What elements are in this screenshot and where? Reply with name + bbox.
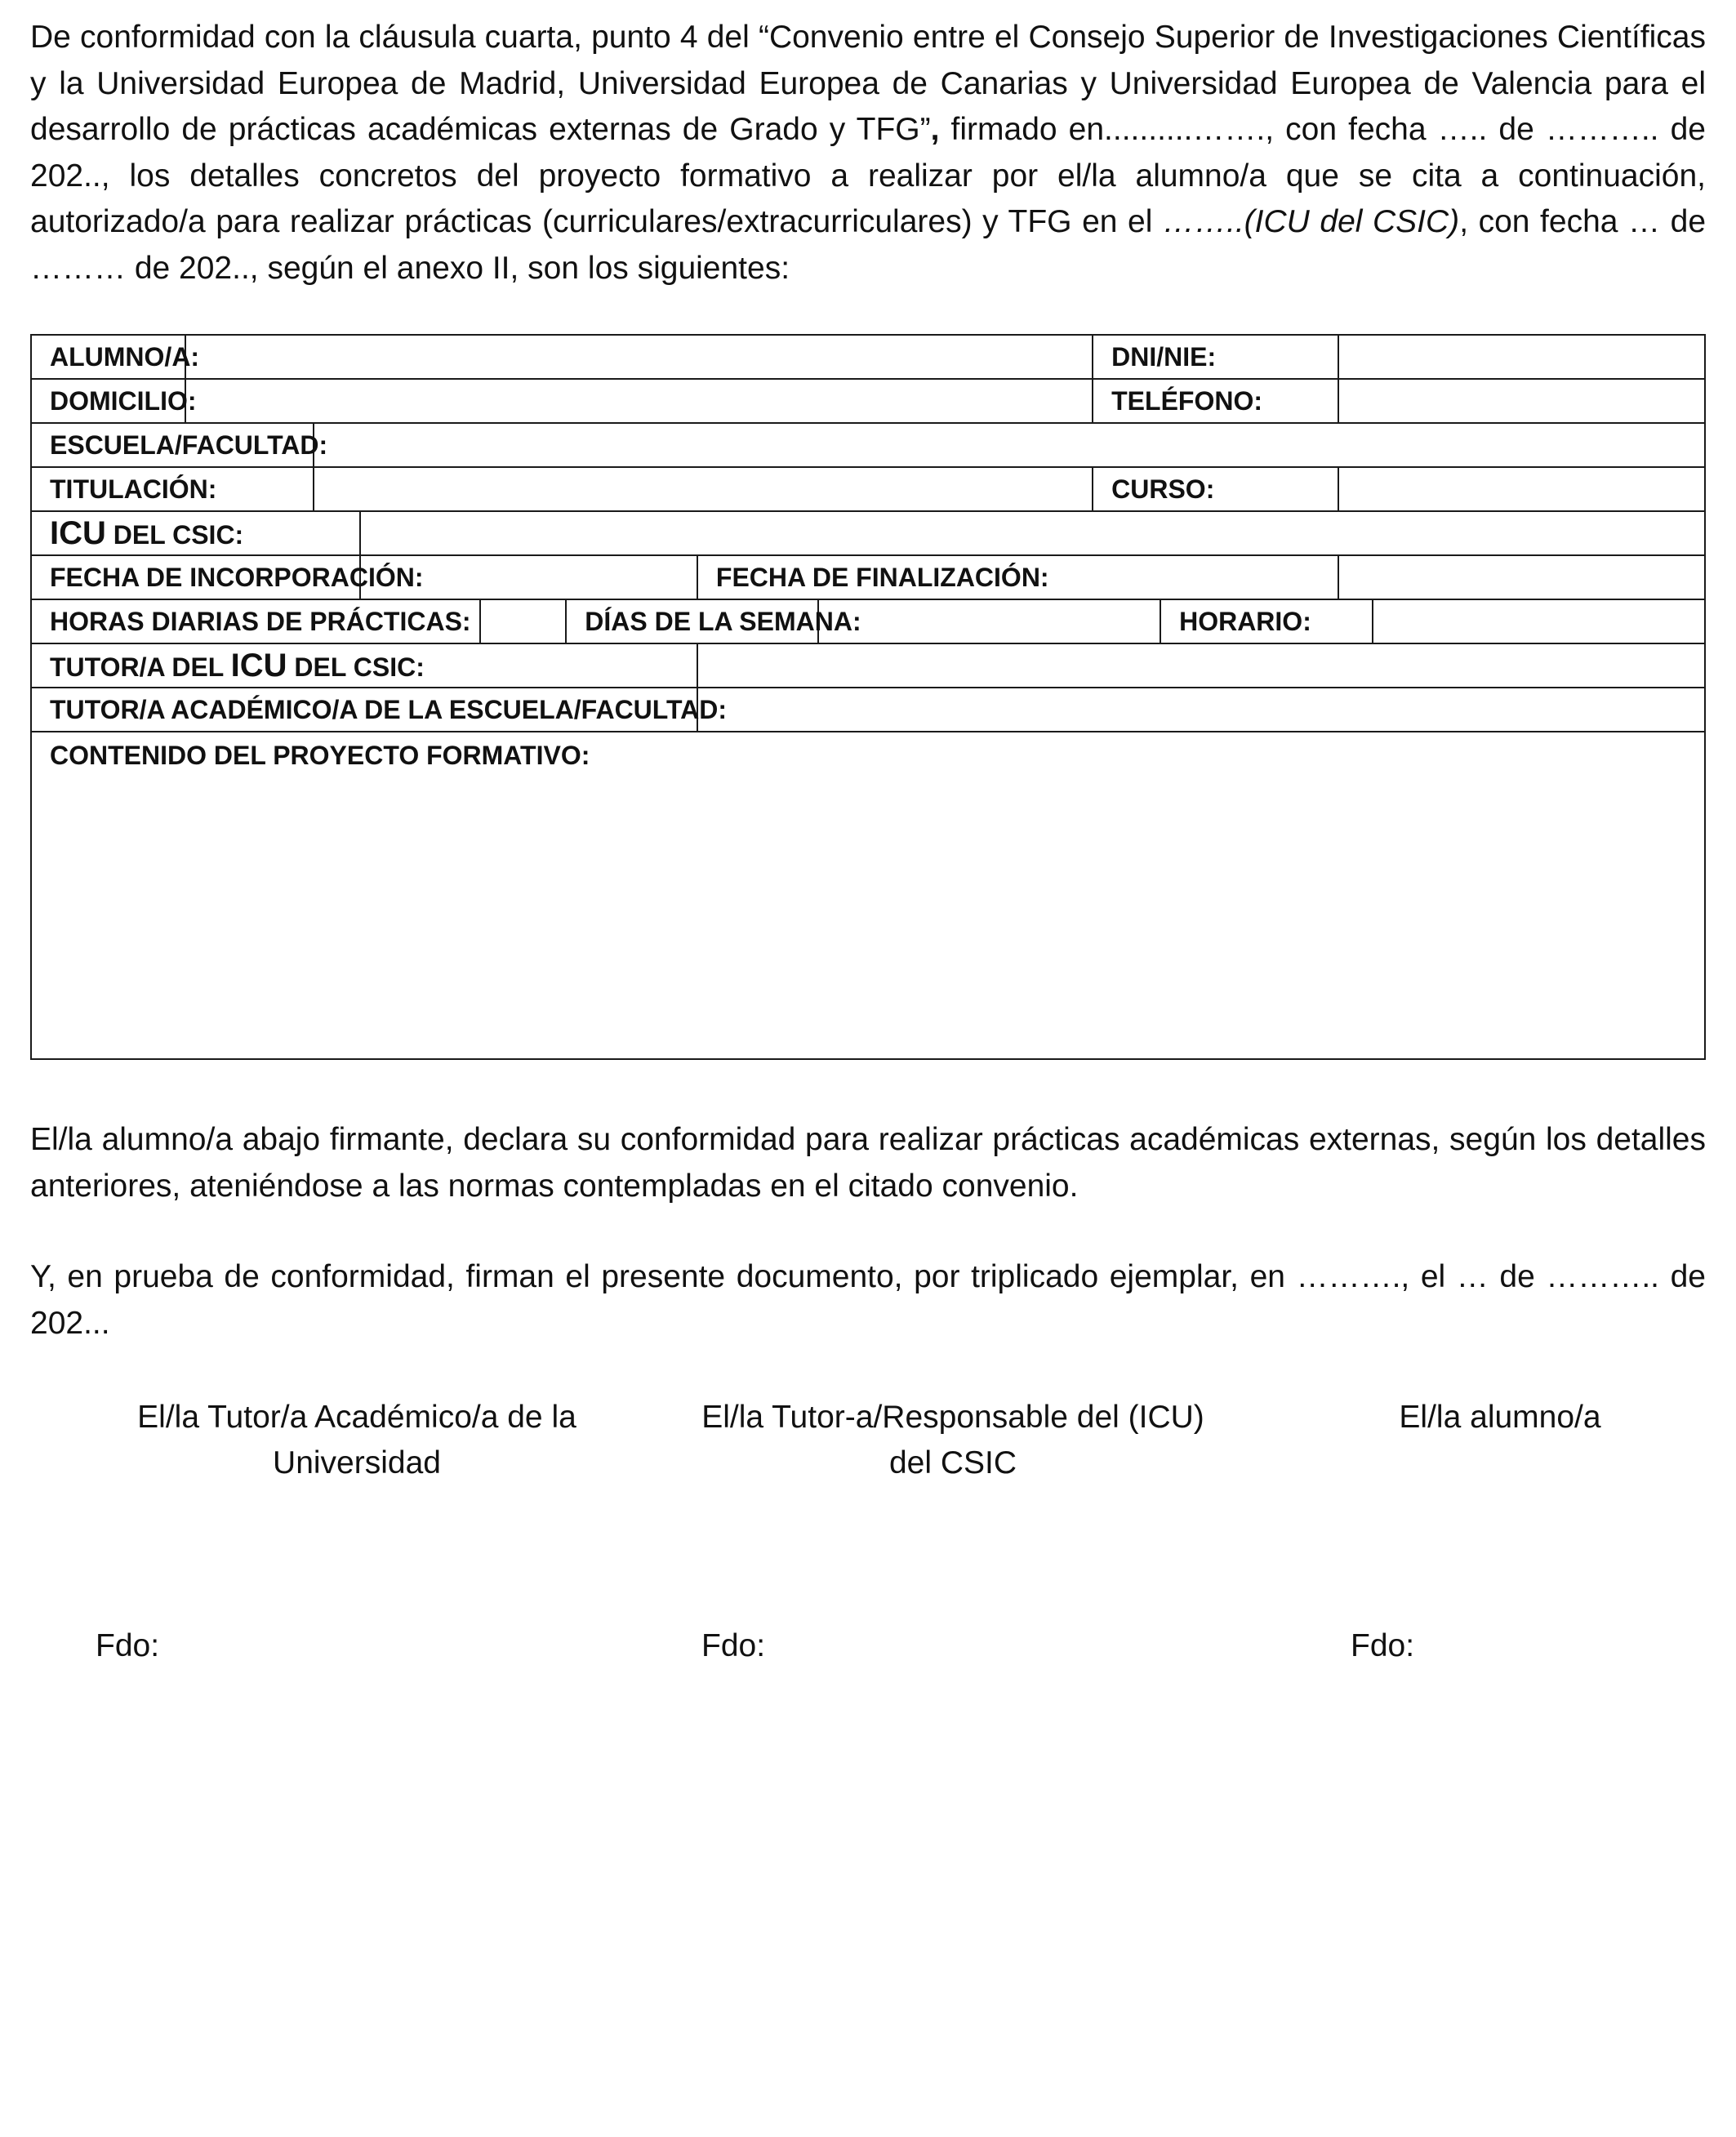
label-curso: CURSO:	[1093, 467, 1338, 511]
field-telefono[interactable]	[1338, 379, 1705, 423]
label-dias-semana: DÍAS DE LA SEMANA:	[566, 599, 818, 643]
field-domicilio[interactable]	[185, 379, 1093, 423]
form-row-alumno	[31, 335, 1705, 379]
field-titulacion[interactable]	[314, 467, 1093, 511]
signature-tutor-universidad	[79, 1395, 634, 1486]
label-dni: DNI/NIE:	[1093, 335, 1338, 379]
fdo-alumno: Fdo:	[1351, 1628, 1415, 1663]
field-icu[interactable]	[360, 511, 1705, 555]
signature-tutor-csic-line2: del CSIC	[888, 1445, 1017, 1480]
field-curso[interactable]	[1338, 467, 1705, 511]
field-horario[interactable]	[1373, 599, 1705, 643]
form-row-escuela	[31, 423, 1705, 467]
intro-text-1: De conformidad con la cláusula cuarta, punto 4 del “Convenio entre el Consejo Superior de Investigaciones Científicas y la Universidad Europea de Madrid, Universidad Europea de Canarias y Universidad Europea de Valencia para el desarrollo de prácticas académicas externas de Grado y TFG”	[30, 20, 1706, 147]
signature-tutor-universidad-line2: Universidad	[273, 1445, 441, 1480]
form-row-fechas	[31, 555, 1705, 599]
proof-paragraph: Y, en prueba de conformidad, firman el presente documento, por triplicado ejemplar, en ………., el … de ……….. de 202...	[30, 1259, 1706, 1341]
signature-tutor-universidad-line1: El/la Tutor/a Académico/a de la	[137, 1400, 576, 1435]
field-horas-diarias[interactable]	[480, 599, 566, 643]
label-tutor-icu	[31, 643, 697, 688]
field-fecha-finalizacion[interactable]	[1338, 555, 1705, 599]
intro-italic-icu: ……..(ICU del CSIC)	[1162, 204, 1460, 239]
intro-paragraph	[30, 15, 1706, 292]
label-escuela: ESCUELA/FACULTAD:	[31, 423, 314, 467]
label-icu	[31, 511, 360, 555]
label-titulacion: TITULACIÓN:	[31, 467, 314, 511]
label-tutor-icu-acronym: ICU	[230, 647, 287, 683]
label-alumno: ALUMNO/A:	[31, 335, 185, 379]
form-row-horario	[31, 599, 1705, 643]
field-tutor-academico[interactable]	[697, 688, 1705, 732]
label-horario: HORARIO:	[1160, 599, 1373, 643]
field-dni[interactable]	[1338, 335, 1705, 379]
intro-text-3: , con fecha … de ……… de 202.., según el anexo II, son los siguientes:	[30, 204, 1707, 286]
training-project-form	[30, 334, 1706, 1060]
form-row-domicilio	[31, 379, 1705, 423]
label-tutor-academico: TUTOR/A ACADÉMICO/A DE LA ESCUELA/FACULTAD:	[31, 688, 697, 732]
form-row-contenido	[31, 732, 1705, 1059]
signature-tutor-csic-line1: El/la Tutor-a/Responsable del (ICU)	[701, 1400, 1204, 1435]
label-fecha-finalizacion: FECHA DE FINALIZACIÓN:	[697, 555, 1339, 599]
fdo-tutor-csic: Fdo:	[701, 1628, 766, 1663]
form-row-tutor-academico	[31, 688, 1705, 732]
label-tutor-icu-a: TUTOR/A DEL	[50, 652, 231, 682]
signature-tutor-csic	[651, 1395, 1255, 1486]
document-page	[30, 15, 1707, 1663]
intro-comma: ,	[930, 112, 940, 147]
label-telefono: TELÉFONO:	[1093, 379, 1338, 423]
label-horas-diarias: HORAS DIARIAS DE PRÁCTICAS:	[31, 599, 480, 643]
label-icu-rest: DEL CSIC:	[105, 519, 244, 550]
label-contenido: CONTENIDO DEL PROYECTO FORMATIVO:	[50, 741, 590, 770]
field-escuela[interactable]	[314, 423, 1706, 467]
label-icu-acronym: ICU	[50, 514, 106, 551]
intro-text-2: firmado en..........……., con fecha ….. de ……….. de 202.., los detalles concretos del proyecto formativo a realizar por el/la alumno/a que se cita a continuación, autorizado/a para realizar prácticas (curriculares/extracurriculares) y TFG en el	[30, 112, 1706, 239]
field-contenido-proyecto[interactable]	[31, 732, 1705, 1059]
form-row-titulacion	[31, 467, 1705, 511]
form-row-tutor-icu	[31, 643, 1705, 688]
declaration-paragraph: El/la alumno/a abajo firmante, declara su conformidad para realizar prácticas académicas externas, según los detalles anteriores, ateniéndose a las normas contempladas en el citado convenio.	[30, 1122, 1706, 1204]
field-tutor-icu[interactable]	[697, 643, 1705, 688]
signature-alumno	[1337, 1395, 1663, 1440]
field-dias-semana[interactable]	[818, 599, 1160, 643]
label-fecha-incorporacion: FECHA DE INCORPORACIÓN:	[31, 555, 360, 599]
field-alumno[interactable]	[185, 335, 1093, 379]
signature-alumno-line1: El/la alumno/a	[1399, 1400, 1601, 1435]
label-domicilio: DOMICILIO:	[31, 379, 185, 423]
form-row-icu	[31, 511, 1705, 555]
fdo-tutor-universidad: Fdo:	[96, 1628, 160, 1663]
label-tutor-icu-b: DEL CSIC:	[287, 652, 425, 682]
